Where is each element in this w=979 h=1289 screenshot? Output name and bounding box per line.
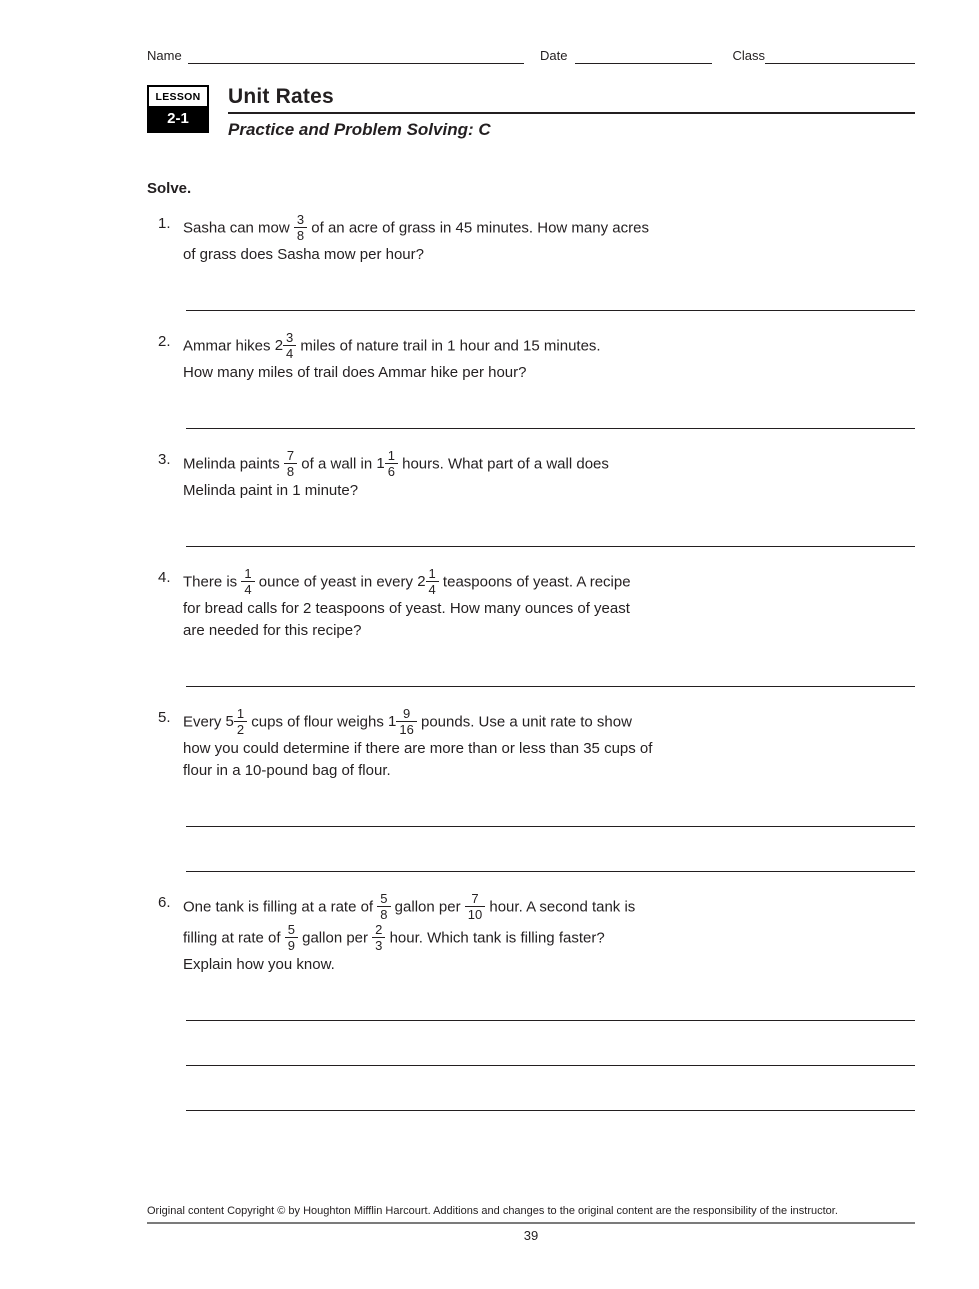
answer-lines	[183, 276, 915, 311]
answer-line[interactable]	[186, 652, 915, 687]
problems-list	[147, 213, 915, 1111]
problem-number: 3.	[158, 451, 171, 468]
fraction: 2 $\frac{1}{4}$	[417, 573, 439, 590]
footer	[147, 1205, 915, 1243]
answer-line[interactable]	[186, 837, 915, 872]
fraction: $\frac{7}{10}$	[465, 898, 485, 915]
answer-line[interactable]	[186, 276, 915, 311]
fraction: $\frac{7}{8}$	[284, 455, 297, 472]
name-label: Name	[147, 48, 182, 63]
lesson-header	[147, 85, 915, 140]
fraction: $\frac{5}{9}$	[285, 929, 298, 946]
page-subtitle: Practice and Problem Solving: C	[228, 120, 491, 139]
date-blank-line[interactable]	[575, 49, 712, 64]
lesson-badge-label: LESSON	[149, 87, 207, 108]
problem-text: Ammar hikes 2 $\frac{3}{4}$ miles of nature trail in 1 hour and 15 minutes. How many miles of trail does Ammar hike per hour?	[183, 330, 601, 381]
fraction: 1 $\frac{9}{16}$	[388, 713, 417, 730]
problem-text: One tank is filling at a rate of $\frac{5}{8}$ gallon per $\frac{7}{10}$ hour. A second tank is filling at rate of $\frac{5}{9}$ gallon per $\frac{2}{3}$ hour. Which tank is filling faster? Explain how you know.	[183, 891, 636, 973]
fraction: $\frac{2}{3}$	[372, 929, 385, 946]
problem-number: 4.	[158, 569, 171, 586]
footer-rule	[147, 1222, 915, 1224]
problem-item	[147, 331, 915, 429]
answer-lines	[183, 512, 915, 547]
page-number: 39	[523, 1228, 539, 1243]
lesson-badge	[147, 85, 209, 133]
class-label: Class	[732, 48, 765, 63]
problem-number: 5.	[158, 709, 171, 726]
instructions-heading: Solve.	[147, 180, 192, 197]
answer-line[interactable]	[186, 1076, 915, 1111]
problem-item	[147, 567, 915, 687]
answer-line[interactable]	[186, 512, 915, 547]
fraction: 5 $\frac{1}{2}$	[226, 713, 248, 730]
answer-line[interactable]	[186, 1031, 915, 1066]
answer-line[interactable]	[186, 394, 915, 429]
problem-item	[147, 892, 915, 1111]
page-title: Unit Rates	[228, 85, 334, 108]
fraction: $\frac{5}{8}$	[377, 898, 390, 915]
answer-lines	[183, 986, 915, 1111]
copyright-text: Original content Copyright © by Houghton Mifflin Harcourt. Additions and changes to the original content are the responsibility of the instructor.	[147, 1205, 838, 1217]
problem-text: There is $\frac{1}{4}$ ounce of yeast in every 2 $\frac{1}{4}$ teaspoons of yeast. A recipe for bread calls for 2 teaspoons of yeast. How many ounces of yeast are needed for this recipe?	[183, 566, 631, 639]
problem-text: Melinda paints $\frac{7}{8}$ of a wall in 1 $\frac{1}{6}$ hours. What part of a wall does Melinda paint in 1 minute?	[183, 448, 609, 499]
date-label: Date	[540, 48, 568, 63]
class-blank-line[interactable]	[765, 49, 915, 64]
worksheet-page	[147, 48, 915, 1131]
fraction: $\frac{3}{8}$	[294, 219, 307, 236]
problem-number: 1.	[158, 215, 171, 232]
problem-item	[147, 213, 915, 311]
answer-lines	[183, 792, 915, 872]
fraction: $\frac{1}{4}$	[241, 573, 254, 590]
answer-line[interactable]	[186, 792, 915, 827]
fraction: 2 $\frac{3}{4}$	[275, 337, 297, 354]
problem-number: 2.	[158, 333, 171, 350]
problem-item	[147, 449, 915, 547]
title-rule	[228, 112, 915, 114]
lesson-badge-number: 2-1	[149, 108, 207, 131]
problem-item	[147, 707, 915, 872]
name-blank-line[interactable]	[188, 49, 524, 64]
answer-lines	[183, 394, 915, 429]
answer-line[interactable]	[186, 986, 915, 1021]
answer-lines	[183, 652, 915, 687]
name-date-class-row	[147, 48, 915, 64]
problem-text: Every 5 $\frac{1}{2}$ cups of flour weighs 1 $\frac{9}{16}$ pounds. Use a unit rate to show how you could determine if there are more than or less than 35 cups of flour in a 10-pound bag of flour.	[183, 706, 653, 779]
fraction: 1 $\frac{1}{6}$	[376, 455, 398, 472]
problem-text: Sasha can mow $\frac{3}{8}$ of an acre of grass in 45 minutes. How many acres of grass does Sasha mow per hour?	[183, 212, 649, 263]
problem-number: 6.	[158, 894, 171, 911]
